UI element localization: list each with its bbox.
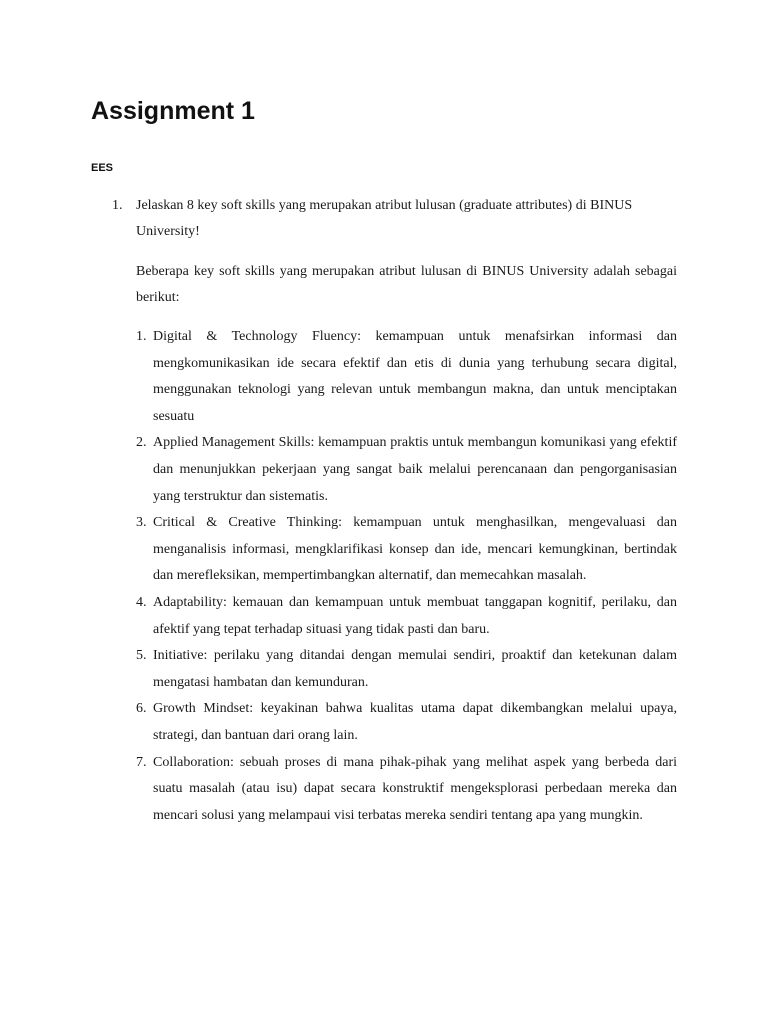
- question-text: Jelaskan 8 key soft skills yang merupakan atribut lulusan (graduate attributes) di BINUS University!: [136, 198, 633, 239]
- list-item-text: Collaboration: sebuah proses di mana pihak-pihak yang melihat aspek yang berbeda dari suatu masalah (atau isu) dapat secara konstruktif mengeksplorasi perbedaan mereka dan mencari solusi yang melampaui visi terbatas mereka sendiri tentang apa yang mungkin.: [153, 754, 677, 823]
- question-number: 1.: [112, 198, 123, 213]
- answer-intro: Beberapa key soft skills yang merupakan atribut lulusan di BINUS University adalah sebagai berikut:: [136, 264, 677, 305]
- subject-label: EES: [91, 162, 114, 174]
- list-item-number: 5.: [136, 648, 147, 664]
- list-item-text: Growth Mindset: keyakinan bahwa kualitas utama dapat dikembangkan melalui upaya, strategi, dan bantuan dari orang lain.: [153, 701, 677, 743]
- list-item: [136, 510, 677, 590]
- list-item: [136, 430, 677, 510]
- list-item: [136, 696, 677, 749]
- list-item-text: Digital & Technology Fluency: kemampuan untuk menafsirkan informasi dan mengkomunikasikan ide secara efektif dan etis di dunia yang terhubung secara digital, menggunakan teknologi yang relevan untuk membangun makna, dan untuk menciptakan sesuatu: [153, 329, 677, 424]
- list-item-text: Adaptability: kemauan dan kemampuan untuk membuat tanggapan kognitif, perilaku, dan afektif yang tepat terhadap situasi yang tidak pasti dan baru.: [153, 594, 677, 637]
- skills-list: [136, 324, 677, 829]
- list-item-text: Initiative: perilaku yang ditandai dengan memulai sendiri, proaktif dan ketekunan dalam mengatasi hambatan dan kemunduran.: [153, 648, 677, 690]
- list-item-number: 3.: [136, 515, 147, 531]
- list-item: [136, 590, 677, 643]
- list-item-number: 1.: [136, 329, 147, 344]
- list-item: [136, 750, 677, 830]
- list-item-number: 7.: [136, 754, 147, 770]
- list-item: [136, 324, 677, 430]
- list-item-number: 6.: [136, 701, 147, 717]
- list-item-number: 4.: [136, 594, 147, 610]
- list-item: [136, 643, 677, 696]
- document-title: Assignment 1: [91, 97, 255, 125]
- list-item-number: 2.: [136, 435, 147, 451]
- list-item-text: Critical & Creative Thinking: kemampuan untuk menghasilkan, mengevaluasi dan menganalisis informasi, mengklarifikasi konsep dan ide, mencari kemungkinan, bertindak dan merefleksikan, mempertimbangkan alternatif, dan memecahkan masalah.: [153, 515, 677, 584]
- list-item-text: Applied Management Skills: kemampuan praktis untuk membangun komunikasi yang efektif dan menunjukkan pekerjaan yang sangat baik melalui perencanaan dan pengorganisasian yang terstruktur dan sistematis.: [153, 435, 677, 504]
